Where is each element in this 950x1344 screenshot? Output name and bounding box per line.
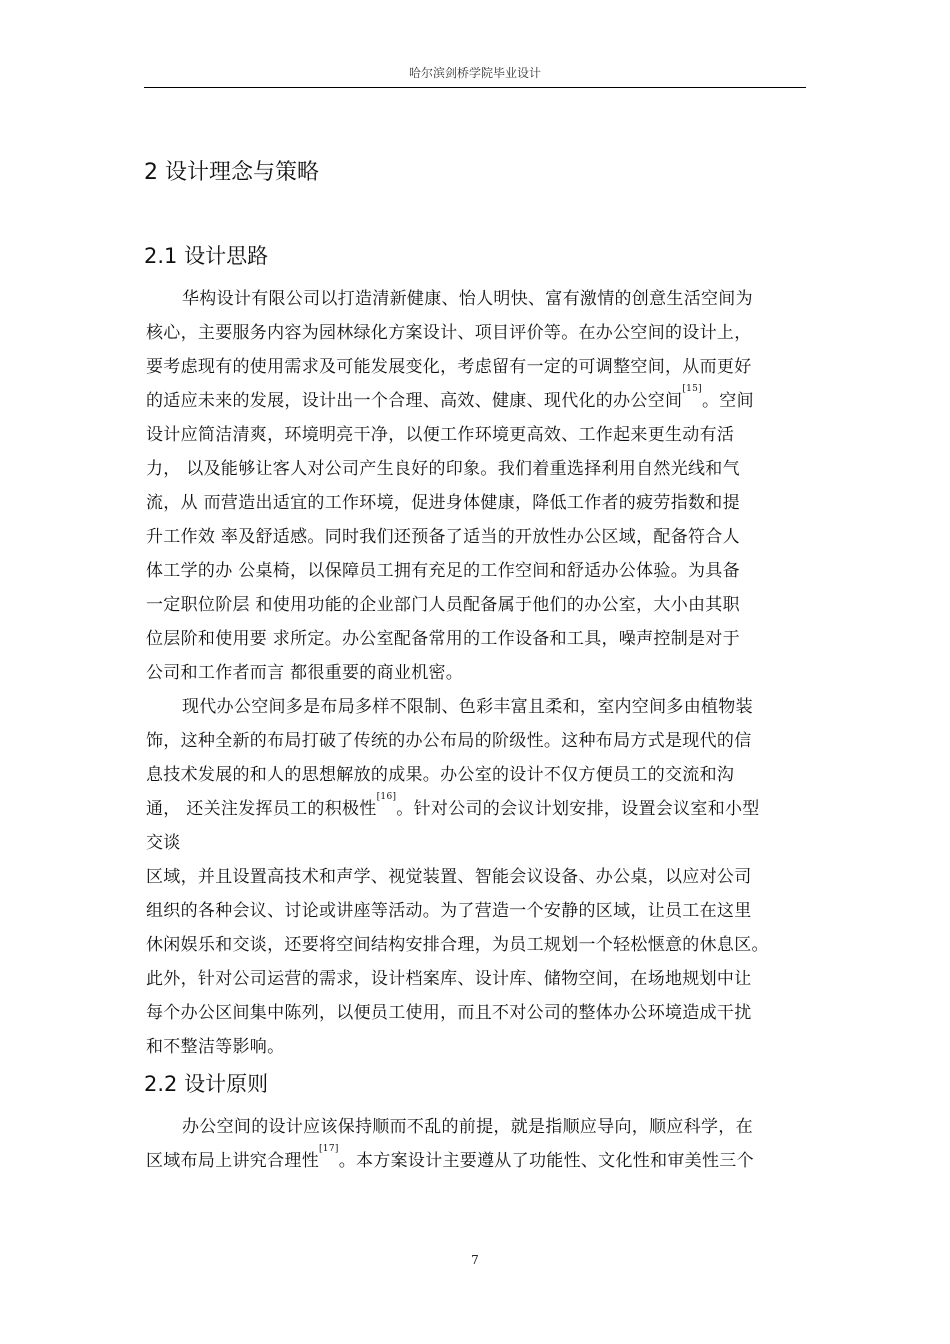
section-title-2-1: 2.1 设计思路 bbox=[144, 244, 269, 268]
line-text: 。针对公司的会议计划安排，设置会议室和小型 bbox=[396, 799, 760, 819]
paragraph-line: 华构设计有限公司以打造清新健康、怡人明快、富有激情的创意生活空间为 bbox=[182, 289, 753, 309]
citation-17: [17] bbox=[319, 1144, 339, 1154]
paragraph-line: 力， 以及能够让客人对公司产生良好的印象。我们着重选择利用自然光线和气 bbox=[146, 459, 740, 479]
paragraph-line: 区域，并且设置高技术和声学、视觉装置、智能会议设备、办公桌，以应对公司 bbox=[146, 867, 752, 887]
paragraph-line: 交谈 bbox=[146, 833, 181, 853]
paragraph-line: 每个办公区间集中陈列，以便员工使用，而且不对公司的整体办公环境造成干扰 bbox=[146, 1003, 752, 1023]
paragraph-line: 现代办公空间多是布局多样不限制、色彩丰富且柔和，室内空间多由植物装 bbox=[182, 697, 753, 717]
section-title-2-2: 2.2 设计原则 bbox=[144, 1072, 269, 1096]
line-text: 。本方案设计主要遵从了功能性、文化性和审美性三个 bbox=[338, 1151, 754, 1171]
paragraph-line: 体工学的办 公桌椅，以保障员工拥有充足的工作空间和舒适办公体验。为具备 bbox=[146, 561, 740, 581]
line-text: 通， 还关注发挥员工的积极性 bbox=[146, 799, 377, 819]
paragraph-line: 一定职位阶层 和使用功能的企业部门人员配备属于他们的办公室，大小由其职 bbox=[146, 595, 740, 615]
paragraph-line: 休闲娱乐和交谈，还要将空间结构安排合理，为员工规划一个轻松惬意的休息区。 bbox=[146, 935, 769, 955]
line-text: 。空间 bbox=[702, 391, 754, 411]
paragraph-line: 此外，针对公司运营的需求，设计档案库、设计库、储物空间，在场地规划中让 bbox=[146, 969, 752, 989]
chapter-title: 2 设计理念与策略 bbox=[144, 160, 319, 185]
paragraph-line: 公司和工作者而言 都很重要的商业机密。 bbox=[146, 663, 464, 683]
paragraph-line: 核心，主要服务内容为园林绿化方案设计、项目评价等。在办公空间的设计上， bbox=[146, 323, 752, 343]
line-text: 的适应未来的发展，设计出一个合理、高效、健康、现代化的办公空间 bbox=[146, 391, 683, 411]
line-text: 区域布局上讲究合理性 bbox=[146, 1151, 319, 1171]
paragraph-line: 升工作效 率及舒适感。同时我们还预备了适当的开放性办公区域，配备符合人 bbox=[146, 527, 740, 547]
paragraph-line bbox=[146, 386, 754, 411]
paragraph-line: 办公空间的设计应该保持顺而不乱的前提，就是指顺应导向，顺应科学，在 bbox=[182, 1117, 753, 1137]
header-rule bbox=[144, 87, 806, 88]
citation-16: [16] bbox=[376, 792, 397, 802]
page-header: 哈尔滨剑桥学院毕业设计 bbox=[408, 66, 541, 80]
paragraph-line: 和不整洁等影响。 bbox=[146, 1037, 285, 1057]
paragraph-line: 饰，这种全新的布局打破了传统的办公布局的阶级性。这种布局方式是现代的信 bbox=[146, 731, 752, 751]
paragraph-line: 设计应简洁清爽，环境明亮干净，以便工作环境更高效、工作起来更生动有活 bbox=[146, 425, 735, 445]
paragraph-line: 流，从 而营造出适宜的工作环境，促进身体健康，降低工作者的疲劳指数和提 bbox=[146, 493, 740, 513]
paragraph-line bbox=[146, 794, 760, 819]
citation-15: [15] bbox=[682, 384, 702, 394]
paragraph-line: 息技术发展的和人的思想解放的成果。办公室的设计不仅方便员工的交流和沟 bbox=[146, 765, 735, 785]
page-number: 7 bbox=[471, 1253, 479, 1267]
paragraph-line bbox=[146, 1146, 754, 1171]
paragraph-line: 要考虑现有的使用需求及可能发展变化，考虑留有一定的可调整空间，从而更好 bbox=[146, 357, 752, 377]
paragraph-line: 组织的各种会议、讨论或讲座等活动。为了营造一个安静的区域，让员工在这里 bbox=[146, 901, 752, 921]
paragraph-line: 位层阶和使用要 求所定。办公室配备常用的工作设备和工具，噪声控制是对于 bbox=[146, 629, 740, 649]
